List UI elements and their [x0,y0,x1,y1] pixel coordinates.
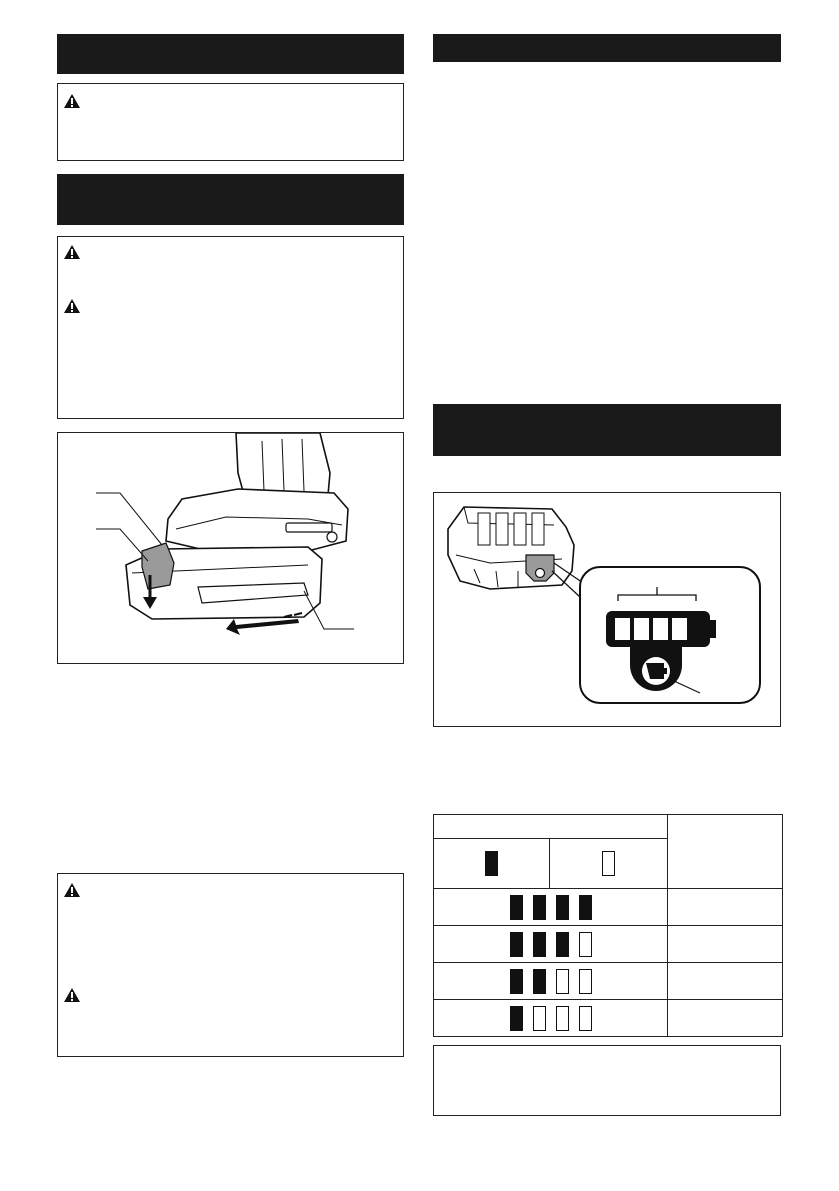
legend-off-cell [550,839,668,889]
warning-triangle-icon [63,298,81,314]
lamp-icon [579,895,592,920]
lamp-icon [556,969,569,994]
lamp-icon [533,1006,546,1031]
caution-box-3 [57,873,404,1057]
table-header-capacity [668,815,783,889]
warning-triangle-icon [63,93,81,109]
warning-triangle-icon [63,244,81,260]
lamp-icon [533,932,546,957]
figure-1 [57,432,404,664]
row-3-lamps [434,963,668,1000]
row-3-value [668,963,783,1000]
lamp-icon [533,969,546,994]
lamp-icon [556,1006,569,1031]
lamp-icon [510,969,523,994]
caution-box-2 [57,236,404,419]
caution-box-1 [57,83,404,161]
row-2-value [668,926,783,963]
lamp-lit-icon [485,851,498,876]
section-header-2 [57,174,404,225]
table-header-indicator [434,815,668,839]
battery-cartridge-illustration [434,493,780,726]
lamp-icon [579,932,592,957]
lamp-icon [556,895,569,920]
table-row [434,889,783,926]
warning-triangle-icon [63,882,81,898]
section-header-3 [433,34,781,62]
lamp-icon [510,1006,523,1031]
drill-battery-illustration [58,433,403,663]
lamp-off-icon [602,851,615,876]
lamp-icon [579,1006,592,1031]
lamp-icon [556,932,569,957]
table-row [434,1000,783,1037]
row-4-lamps [434,1000,668,1037]
capacity-level-table [433,814,783,1037]
lamp-icon [579,969,592,994]
legend-lit-cell [434,839,550,889]
lamp-icon [510,895,523,920]
row-1-value [668,889,783,926]
note-box [433,1045,781,1116]
lamp-icon [510,932,523,957]
table-row [434,926,783,963]
row-1-lamps [434,889,668,926]
lamp-icon [533,895,546,920]
table-row [434,963,783,1000]
figure-2 [433,492,781,727]
row-4-value [668,1000,783,1037]
section-header-1 [57,34,404,74]
warning-triangle-icon [63,987,81,1003]
section-header-4 [433,404,781,456]
row-2-lamps [434,926,668,963]
